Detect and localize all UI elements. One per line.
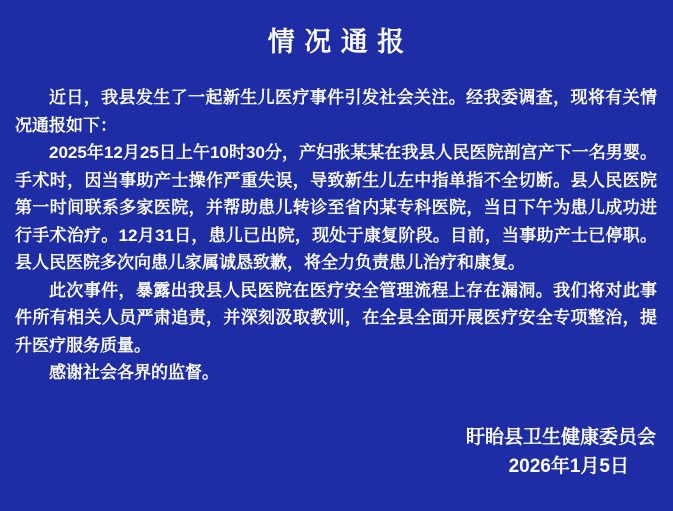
notice-body (0, 84, 673, 387)
notice-paragraph-intro: 近日，我县发生了一起新生儿医疗事件引发社会关注。经我委调查，现将有关情况通报如下： (15, 88, 657, 135)
signature-date: 2026年1月5日 (508, 455, 629, 477)
signature-block (0, 423, 673, 481)
signature-organization: 盱眙县卫生健康委员会 (465, 426, 656, 448)
notice-paragraph-incident: 2025年12月25日上午10时30分，产妇张某某在我县人民医院剖宫产下一名男婴。手术时，因当事助产士操作严重失误，导致新生儿左中指单指不全切断。县人民医院第一时间联系多家医院，并帮助患儿转诊至省内某专科医院，当日下午为患儿成功进行手术治疗。12月31日，患儿已出院，现处于康复阶段。目前，当事助产士已停职。县人民医院多次向患儿家属诚恳致歉，将全力负责患儿治疗和康复。 (15, 143, 657, 272)
notice-paragraph-measures: 此次事件，暴露出我县人民医院在医疗安全管理流程上存在漏洞。我们将对此事件所有相关人员严肃追责，并深刻汲取教训，在全县全面开展医疗安全专项整治，提升医疗服务质量。 (15, 280, 657, 355)
notice-title: 情 况 通 报 (267, 27, 406, 57)
notice-page (0, 27, 673, 511)
notice-paragraph-thanks: 感谢社会各界的监督。 (49, 363, 219, 382)
